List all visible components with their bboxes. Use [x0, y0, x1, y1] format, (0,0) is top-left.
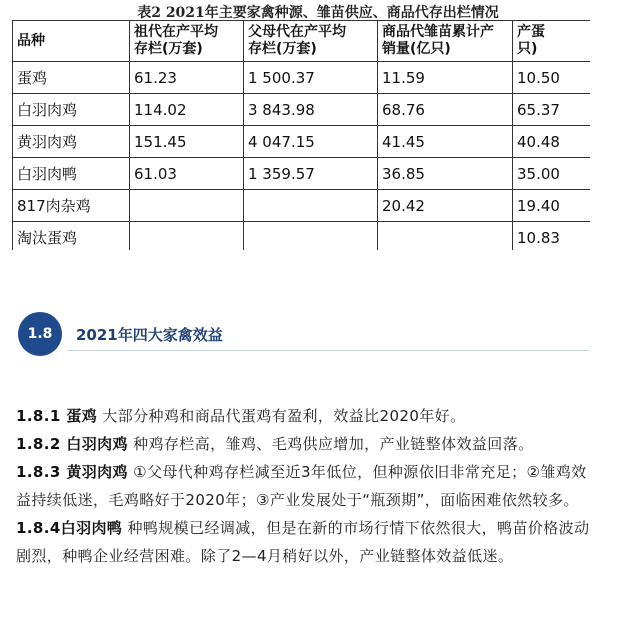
value-cell: 3 843.98 [244, 94, 378, 126]
header-breed: 品种 [13, 21, 130, 62]
table-header-row [13, 21, 591, 62]
table-row [13, 190, 591, 222]
table-row [13, 158, 591, 190]
value-cell: 1 359.57 [244, 158, 378, 190]
paragraph-white-broiler: 1.8.2 白羽肉鸡 种鸡存栏高，雏鸡、毛鸡供应增加，产业链整体效益回落。 [16, 435, 534, 453]
value-cell: 4 047.15 [244, 126, 378, 158]
breed-cell: 蛋鸡 [13, 62, 130, 94]
value-cell: 20.42 [378, 190, 513, 222]
data-table-container [12, 20, 590, 250]
paragraph-layer-hens: 1.8.1 蛋鸡 大部分种鸡和商品代蛋鸡有盈利，效益比2020年好。 [16, 407, 466, 425]
table-row [13, 222, 591, 251]
value-cell: 61.23 [130, 62, 244, 94]
header-commercial-chicks: 商品代雏苗累计产 销量(亿只) [378, 21, 513, 62]
value-cell: 11.59 [378, 62, 513, 94]
table-row [13, 94, 591, 126]
table-title: 表2 2021年主要家禽种源、雏苗供应、商品代存出栏情况 [137, 5, 499, 21]
section-number-badge: 1.8 [18, 312, 62, 356]
breed-cell: 白羽肉鸭 [13, 158, 130, 190]
value-cell: 151.45 [130, 126, 244, 158]
header-egg-output: 产蛋 只) [513, 21, 591, 62]
paragraph-white-duck: 1.8.4白羽肉鸭 种鸭规模已经调减，但是在新的市场行情下依然很大，鸭苗价格波动剧烈，种鸭企业经营困难。除了2—4月稍好以外，产业链整体效益低迷。 [16, 519, 590, 565]
value-cell: 65.37 [513, 94, 591, 126]
body-text [16, 402, 594, 570]
breed-cell: 817肉杂鸡 [13, 190, 130, 222]
value-cell: 10.50 [513, 62, 591, 94]
header-parent-stock: 父母代在产平均 存栏(万套) [244, 21, 378, 62]
value-cell [244, 190, 378, 222]
value-cell: 68.76 [378, 94, 513, 126]
section-title: 2021年四大家禽效益 [76, 326, 223, 344]
breed-cell: 淘汰蛋鸡 [13, 222, 130, 251]
breed-cell: 白羽肉鸡 [13, 94, 130, 126]
value-cell: 36.85 [378, 158, 513, 190]
value-cell: 1 500.37 [244, 62, 378, 94]
section-header [18, 312, 598, 358]
table-row [13, 126, 591, 158]
value-cell [378, 222, 513, 251]
value-cell: 19.40 [513, 190, 591, 222]
breed-cell: 黄羽肉鸡 [13, 126, 130, 158]
value-cell [130, 190, 244, 222]
value-cell: 35.00 [513, 158, 591, 190]
value-cell: 40.48 [513, 126, 591, 158]
header-grandparent-stock: 祖代在产平均 存栏(万套) [130, 21, 244, 62]
table-row [13, 62, 591, 94]
value-cell [244, 222, 378, 251]
value-cell: 10.83 [513, 222, 591, 251]
value-cell: 61.03 [130, 158, 244, 190]
paragraph-yellow-broiler: 1.8.3 黄羽肉鸡 ①父母代种鸡存栏减至近3年低位，但种源依旧非常充足；②雏鸡效益持续低迷，毛鸡略好于2020年；③产业发展处于“瓶颈期”，面临困难依然较多。 [16, 463, 587, 509]
value-cell [130, 222, 244, 251]
value-cell: 114.02 [130, 94, 244, 126]
section-divider [68, 350, 588, 351]
value-cell: 41.45 [378, 126, 513, 158]
poultry-table [12, 20, 590, 250]
